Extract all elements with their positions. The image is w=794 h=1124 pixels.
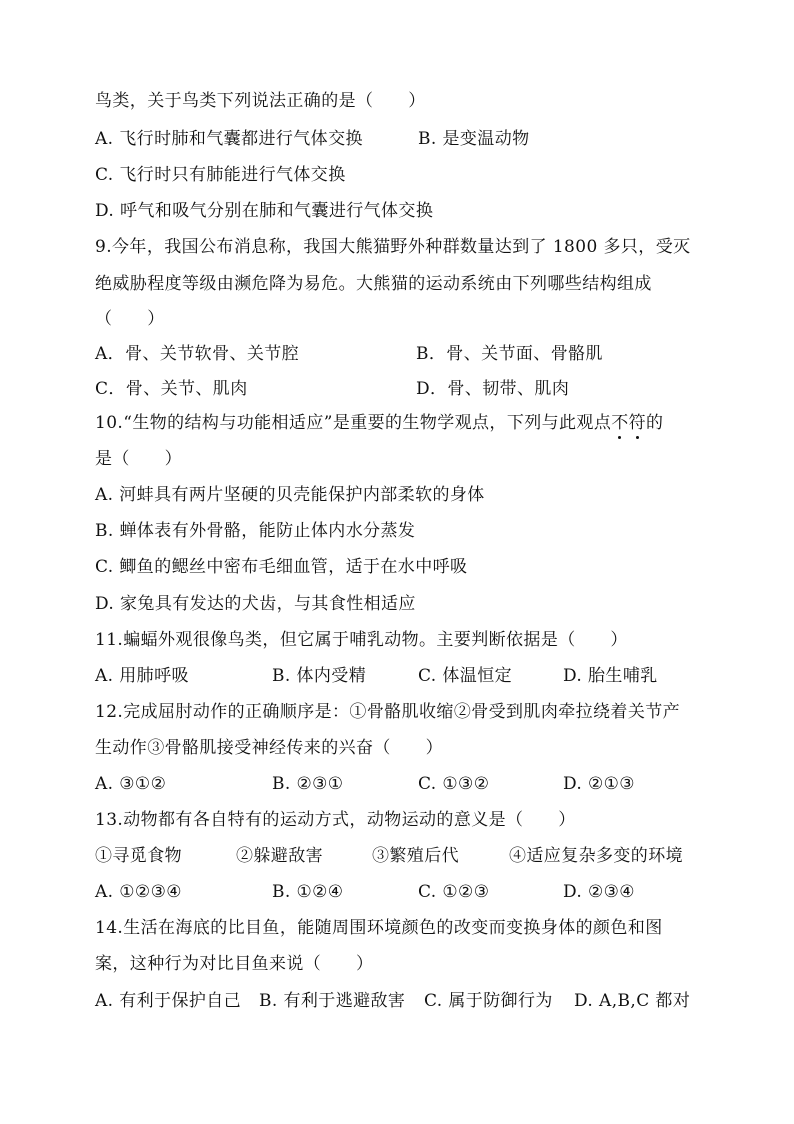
q11-option-b: B. 体内受精 [272,666,367,686]
q13-item-4: ④适应复杂多变的环境 [509,846,683,866]
q9-stem-line3: （ ） [95,309,165,329]
q10-option-c: C. 鲫鱼的鳃丝中密布毛细血管，适于在水中呼吸 [95,557,468,577]
q10-stem-text: 10.“生物的结构与功能相适应”是重要的生物学观点，下列与此观点 [95,413,612,433]
q10-option-a: A. 河蚌具有两片坚硬的贝壳能保护内部柔软的身体 [95,485,485,505]
q11-stem: 11.蝙蝠外观很像鸟类，但它属于哺乳动物。主要判断依据是（ ） [95,630,628,650]
q10-stem-line1 [95,412,663,434]
q12-option-b: B. ②③① [272,774,344,794]
q13-stem: 13.动物都有各自特有的运动方式，动物运动的意义是（ ） [95,810,576,830]
q9-option-c: C．骨、关节、肌肉 [95,379,248,399]
q8-option-d: D. 呼气和吸气分别在肺和气囊进行气体交换 [95,201,434,221]
q13-option-a: A. ①②③④ [95,882,182,902]
q13-item-3: ③繁殖后代 [372,846,459,866]
q10-option-b: B. 蝉体表有外骨骼，能防止体内水分蒸发 [95,521,416,541]
q12-option-a: A. ③①② [95,774,167,794]
q10-emphasis-char: 不 [611,413,629,433]
q10-emphasis-char: 符 [628,413,647,433]
q8-option-c: C. 飞行时只有肺能进行气体交换 [95,165,346,185]
q10-stem-line2: 是（ ） [95,449,182,469]
q14-stem-line2: 案，这种行为对比目鱼来说（ ） [95,954,374,974]
q8-option-a: A. 飞行时肺和气囊都进行气体交换 [95,129,363,149]
q14-option-b: B. 有利于逃避敌害 [259,991,406,1011]
q9-stem-line2: 绝威胁程度等级由濒危降为易危。大熊猫的运动系统由下列哪些结构组成 [95,274,652,294]
q9-option-b: B．骨、关节面、骨骼肌 [416,344,603,364]
q12-option-d: D. ②①③ [563,774,635,794]
q14-stem-line1: 14.生活在海底的比目鱼，能随周围环境颜色的改变而变换身体的颜色和图 [95,918,663,938]
q10-option-d: D. 家兔具有发达的犬齿，与其食性相适应 [95,594,416,614]
q10-stem-text: 的 [646,413,664,433]
q8-option-b: B. 是变温动物 [418,129,530,149]
q11-option-a: A. 用肺呼吸 [95,666,189,686]
q11-option-c: C. 体温恒定 [418,666,513,686]
q9-stem-line1: 9.今年，我国公布消息称，我国大熊猫野外种群数量达到了 1800 多只，受灭 [95,237,691,257]
q14-option-a: A. 有利于保护自己 [95,991,242,1011]
q13-item-1: ①寻觅食物 [95,846,182,866]
q8-stem: 鸟类，关于鸟类下列说法正确的是（ ） [95,91,426,111]
q13-option-b: B. ①②④ [272,882,344,902]
q14-option-d: D. A,B,C 都对 [574,991,691,1011]
q13-item-2: ②躲避敌害 [236,846,323,866]
q12-stem-line1: 12.完成屈肘动作的正确顺序是：①骨骼肌收缩②骨受到肌肉牵拉绕着关节产 [95,702,681,722]
q12-option-c: C. ①③② [418,774,490,794]
q13-option-d: D. ②③④ [563,882,635,902]
q9-option-d: D．骨、韧带、肌肉 [416,379,570,399]
q13-option-c: C. ①②③ [418,882,490,902]
q14-option-c: C. 属于防御行为 [424,991,553,1011]
q11-option-d: D. 胎生哺乳 [563,666,658,686]
q9-option-a: A．骨、关节软骨、关节腔 [95,344,300,364]
q12-stem-line2: 生动作③骨骼肌接受神经传来的兴奋（ ） [95,738,443,758]
